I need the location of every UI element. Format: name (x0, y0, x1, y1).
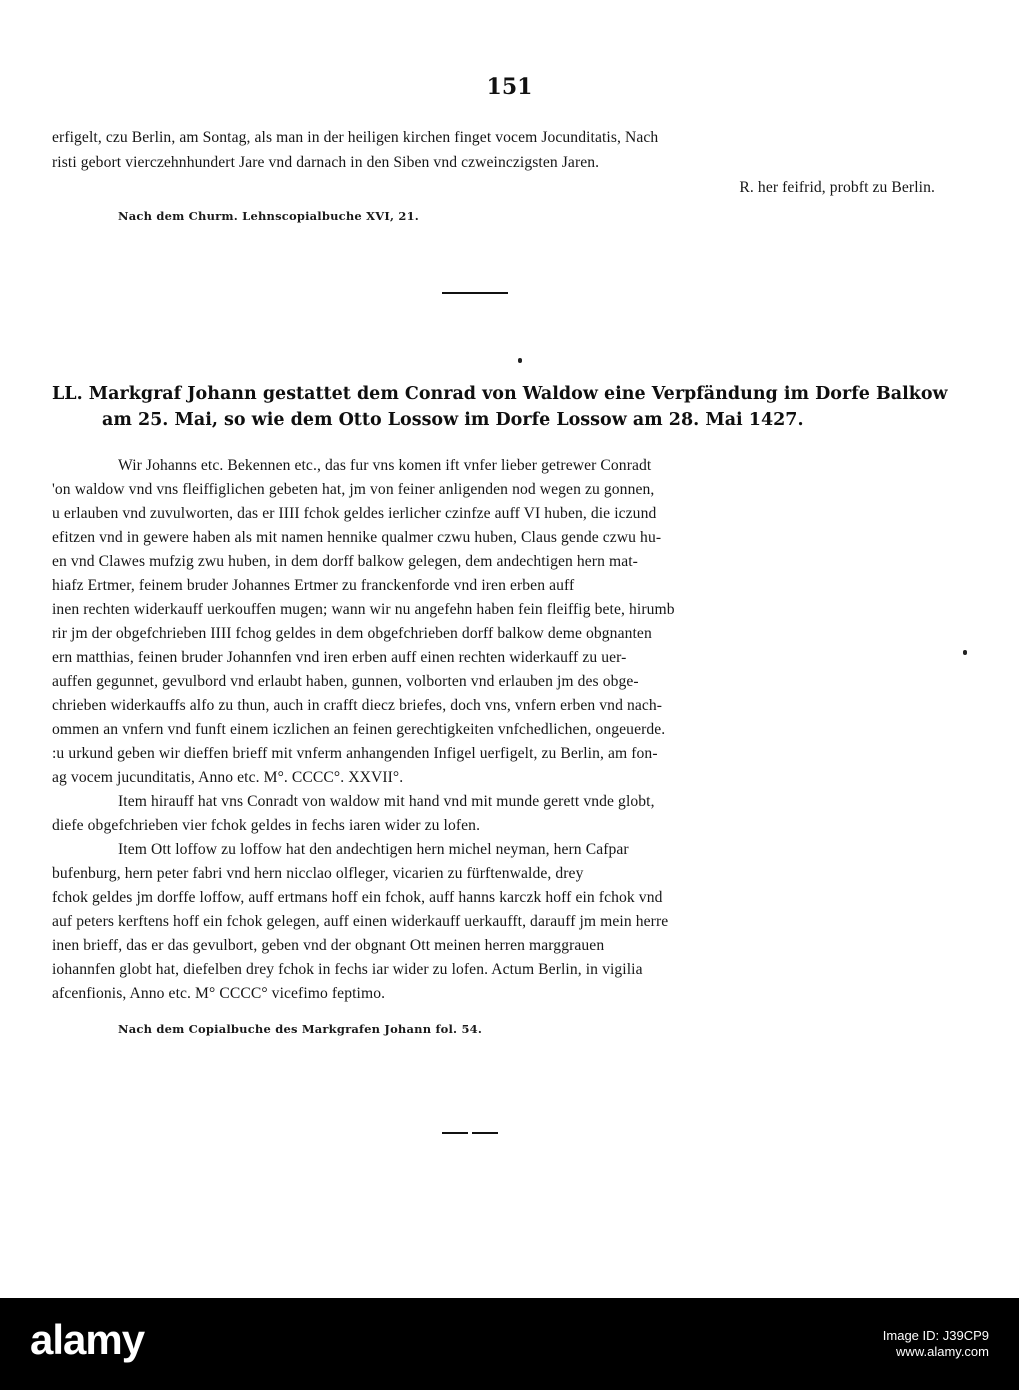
alamy-logo: alamy (30, 1316, 145, 1363)
image-id: Image ID: J39CP9 (882, 1328, 989, 1343)
text-line: afcenfionis, Anno etc. M° CCCC° vicefimo feptimo. (52, 985, 386, 1002)
ink-speck (963, 650, 967, 655)
signature-line: R. her feifrid, probft zu Berlin. (739, 179, 935, 196)
text-line: Wir Johanns etc. Bekennen etc., das fur vns komen ift vnfer lieber getrewer Conradt (118, 457, 652, 474)
text-line: risti gebort vierczehnhundert Jare vnd darnach in den Siben vnd czweinczigsten Jaren. (52, 154, 600, 171)
text-line: erfigelt, czu Berlin, am Sontag, als man in der heiligen kirchen finget vocem Jocunditatis, Nach (52, 129, 659, 146)
text-line: ommen an vnfern vnd funft einem iczlichen an feinen gerechtigkeiten vnfchedlichen, ongeuerde. (52, 721, 666, 738)
stock-url: www.alamy.com (896, 1344, 989, 1359)
text-line: chrieben widerkauffs alfo zu thun, auch in crafft diecz briefes, doch vns, vnfern erben vnd nach- (52, 697, 663, 714)
section-divider (442, 292, 508, 294)
text-line: :u urkund geben wir dieffen brieff mit vnferm anhangenden Infigel uerfigelt, zu Berlin, am fon- (52, 745, 658, 762)
text-line: auf peters kerftens hoff ein fchok gelegen, auff einen widerkauff uerkaufft, darauff jm mein herre (52, 913, 669, 930)
page-number: 151 (486, 74, 533, 100)
text-line: ern matthias, feinen bruder Johannfen vnd iren erben auff einen rechten widerkauff zu uer- (52, 649, 627, 666)
text-line: auffen gegunnet, gevulbord vnd erlaubt haben, gunnen, volborten vnd erlauben jm des obge- (52, 673, 639, 690)
text-line: en vnd Clawes mufzig zwu huben, in dem dorff balkow gelegen, dem andechtigen hern mat- (52, 553, 638, 570)
text-line: Item Ott loffow zu loffow hat den andechtigen hern michel neyman, hern Cafpar (118, 841, 629, 858)
text-line: Item hirauff hat vns Conradt von waldow mit hand vnd mit munde gerett vnde globt, (118, 793, 655, 810)
text-line: efitzen vnd in gewere haben als mit namen hennike qualmer czwu huben, Claus gende czwu hu- (52, 529, 662, 546)
source-note: Nach dem Copialbuche des Markgrafen Johann fol. 54. (118, 1022, 483, 1036)
text-line: rir jm der obgefchrieben IIII fchog geldes in dem obgefchrieben dorff balkow deme obgnanten (52, 625, 652, 642)
document-heading: LL. Markgraf Johann gestattet dem Conrad von Waldow eine Verpfändung im Dorfe Balkow (52, 384, 948, 404)
document-heading: am 25. Mai, so wie dem Otto Lossow im Dorfe Lossow am 28. Mai 1427. (102, 410, 804, 430)
text-line: inen rechten widerkauff uerkouffen mugen; wann wir nu angefehn haben fein fleiffig bete, hirumb (52, 601, 675, 618)
stock-watermark-bar (0, 1298, 1019, 1390)
text-line: inen brieff, das er das gevulbort, geben vnd der obgnant Ott meinen herren marggrauen (52, 937, 605, 954)
text-line: fchok geldes jm dorffe loffow, auff ertmans hoff ein fchok, auff hanns karczk hoff ein fchok vnd (52, 889, 663, 906)
text-line: ag vocem jucunditatis, Anno etc. M°. CCCC°. XXVII°. (52, 769, 404, 786)
text-line: bufenburg, hern peter fabri vnd hern nicclao olfleger, vicarien zu fürftenwalde, drey (52, 865, 584, 882)
ink-speck (518, 358, 522, 363)
stock-info (883, 1328, 989, 1360)
source-note: Nach dem Churm. Lehnscopialbuche XVI, 21. (118, 209, 419, 223)
end-divider-right (472, 1132, 498, 1134)
text-line: hiafz Ertmer, feinem bruder Johannes Ertmer zu franckenforde vnd iren erben auff (52, 577, 575, 594)
text-line: iohannfen globt hat, diefelben drey fchok in fechs iar wider zu lofen. Actum Berlin, in vigilia (52, 961, 643, 978)
text-line: u erlauben vnd zuvulworten, das er IIII fchok geldes ierlicher czinfze auff VI huben, die iczund (52, 505, 657, 522)
text-line: 'on waldow vnd vns fleiffiglichen gebeten hat, jm von feiner anligenden nod wegen zu gonnen, (52, 481, 655, 498)
end-divider-left (442, 1132, 468, 1134)
text-line: diefe obgefchrieben vier fchok geldes in fechs iaren wider zu lofen. (52, 817, 481, 834)
